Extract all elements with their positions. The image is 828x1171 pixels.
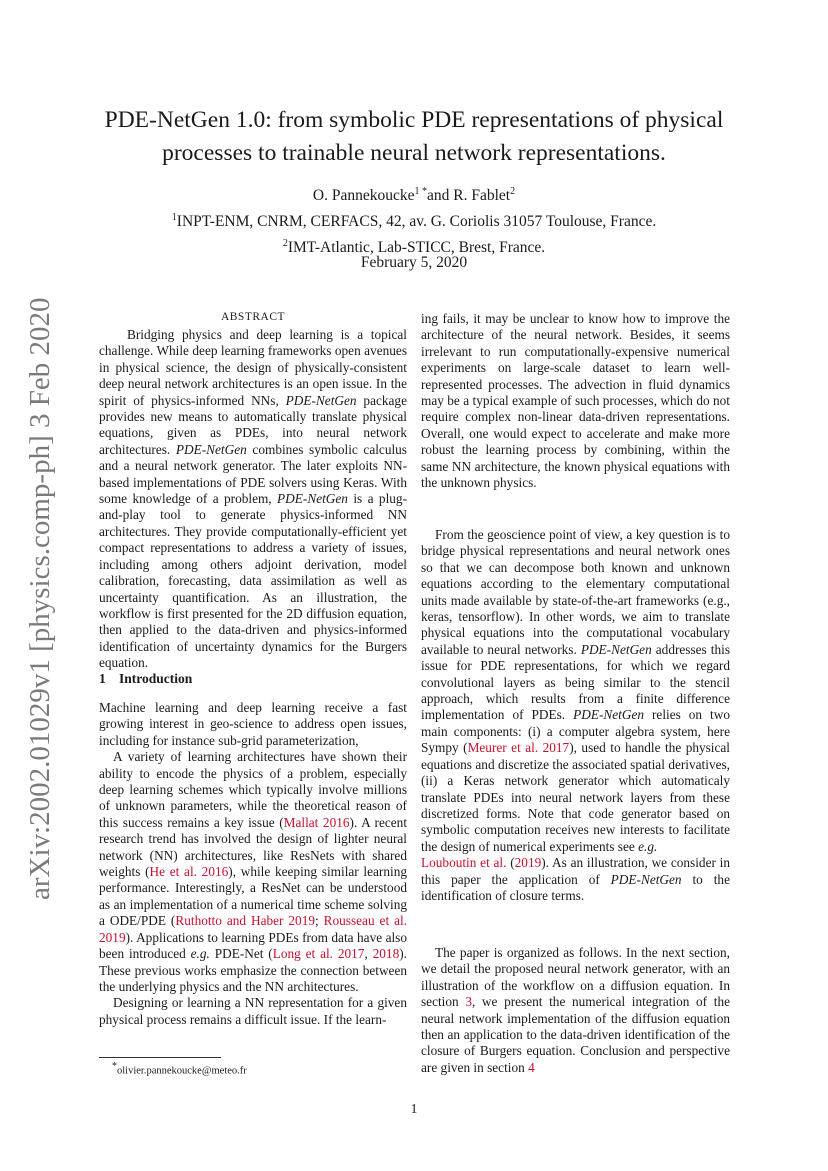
affil-mark: 2 bbox=[510, 186, 516, 197]
package-name: PDE-NetGen bbox=[580, 641, 652, 657]
footnote-mark: * bbox=[112, 1061, 117, 1072]
paper-date: February 5, 2020 bbox=[360, 254, 468, 271]
affiliation-text: INPT-ENM, CNRM, CERFACS, 42, av. G. Coriolis 31057 Toulouse, France. bbox=[176, 213, 657, 231]
text-run: addresses this issue for PDE representations, for which we regard convolutional layers as being similar to the stencil approach, which results from a finite difference implementation of PDEs. bbox=[421, 641, 730, 723]
package-name: PDE-NetGen bbox=[610, 871, 682, 887]
paragraph-text bbox=[421, 945, 730, 1076]
package-name: PDE-NetGen bbox=[277, 491, 348, 507]
text-run: ). A recent research trend has involved the design of lighter neural network (NN) architectures, like ResNets with shared weights ( bbox=[99, 814, 408, 880]
affil-mark: 2 bbox=[282, 238, 288, 250]
citation-link[interactable]: Mallat 2016 bbox=[283, 814, 350, 830]
text-run: relies on two main components: (i) a computer algebra system, here Sympy ( bbox=[421, 707, 731, 756]
text-run: , we present the numerical integration of the neural network implementation of the diffusion equation then an application to the data-driven identification of the closure of Burgers equation. Conclusion and perspective are given in section bbox=[421, 994, 730, 1075]
abstract-heading: ABSTRACT bbox=[220, 311, 286, 323]
text-run: ). Applications to learning PDEs from data have also been introduced bbox=[99, 929, 407, 962]
text-run: A variety of learning architectures have shown their ability to encode the physics of a problem, especially deep learning schemes which typically involve millions of unknown parameters, while the theoretical reason of this success remains a key issue ( bbox=[99, 749, 407, 830]
right-paragraph-1 bbox=[421, 311, 730, 491]
text-run: ). As an illustration, we consider in this paper the application of bbox=[421, 855, 730, 887]
text-run: ), while keeping similar learning performance. Interestingly, a ResNet can be understood as an implementation of a numerical time scheme solving a ODE/PDE ( bbox=[99, 864, 407, 929]
citation-link[interactable]: Long et al. 2017 bbox=[272, 946, 365, 962]
text-run: The paper is organized as follows. In the next section, we detail the proposed neural network generator, with an illustration of the workflow on a diffusion equation. In section bbox=[421, 945, 730, 1010]
text-run: combines symbolic calculus and a neural network generator. The later exploits NN-based implementations of PDE solvers using Keras. With some knowledge of a problem, bbox=[99, 441, 407, 507]
author-2: and R. Fablet bbox=[427, 187, 511, 205]
text-run: ), used to handle the physical equations and discretize the associated spatial derivatives, (ii) a Keras network generator which automaticaly translate PDEs into neural network layers from these discretized forms. Note that code generator based on symbolic computation receives new interests to facilitate the design of numerical experiments see bbox=[421, 740, 731, 854]
text-run: package provides new means to automatically translate physical equations, given as PDEs, into neural network architectures. bbox=[99, 392, 407, 457]
citation-link[interactable]: Louboutin et al. bbox=[421, 855, 507, 871]
intro-paragraph-2 bbox=[99, 749, 407, 995]
footnote-rule bbox=[99, 1057, 221, 1058]
affiliation-1 bbox=[60, 207, 768, 233]
text-run: e.g. bbox=[638, 838, 658, 854]
introduction-body bbox=[99, 700, 407, 1028]
citation-link[interactable]: Rousseau et al. 2019 bbox=[99, 913, 407, 945]
text-run: e.g. bbox=[190, 946, 210, 962]
affil-mark: 1 bbox=[171, 212, 177, 224]
package-name: PDE-NetGen bbox=[285, 392, 357, 408]
page-number: 1 bbox=[410, 1101, 418, 1116]
section-link[interactable]: 4 bbox=[528, 1059, 535, 1075]
title-line-2: processes to trainable neural network representations. bbox=[162, 140, 666, 166]
text-run: to the identification of closure terms. bbox=[421, 871, 730, 903]
citation-link[interactable]: 2019 bbox=[514, 855, 542, 871]
title-line-1: PDE-NetGen 1.0: from symbolic PDE representations of physical bbox=[104, 107, 724, 133]
footnote bbox=[112, 1061, 247, 1077]
citation-link[interactable]: Meurer et al. 2017 bbox=[467, 740, 570, 756]
intro-paragraph-3: Designing or learning a NN representation for a given physical process remains a difficult issue. If the learn- bbox=[99, 995, 407, 1027]
affiliation-text: IMT-Atlantic, Lab-STICC, Brest, France. bbox=[287, 239, 546, 257]
right-paragraph-2 bbox=[421, 527, 730, 904]
section-link[interactable]: 3 bbox=[465, 994, 472, 1010]
text-run: PDE-Net ( bbox=[209, 946, 273, 962]
paper-title bbox=[60, 104, 768, 170]
text-run: is a plug-and-play tool to generate physics-informed NN architectures. They provide computationally-efficient yet compact representations to address a variety of issues, including among others adjoint derivation, model calibration, forecasting, data assimilation as well as uncertainty quantification. As an illustration, the workflow is first presented for the 2D diffusion equation, then applied to the data-driven and physics-informed identification of uncertainty dynamics for the Burgers equation. bbox=[99, 491, 407, 671]
citation-link[interactable]: He et al. 2016 bbox=[149, 864, 229, 880]
package-name: PDE-NetGen bbox=[573, 707, 645, 723]
footnote-mark: * bbox=[419, 186, 427, 197]
arxiv-identifier: arXiv:2002.01029v1 [physics.comp-ph] 3 Feb 2020 bbox=[24, 297, 56, 900]
section-heading-introduction bbox=[99, 671, 192, 687]
text-run: From the geoscience point of view, a key question is to bridge physical representations and neural network ones so that we can decompose both known and unknown equations according to the elementary computational units made available by state-of-the-art frameworks (e.g., keras, tensorflow). In other words, we aim to translate physical equations into the computational vocabulary available to neural networks. bbox=[421, 527, 730, 657]
abstract bbox=[99, 327, 407, 672]
citation-link[interactable]: 2018 bbox=[372, 946, 400, 962]
paragraph-text bbox=[421, 527, 730, 904]
text-run: ). These previous works emphasize the connection between the underlying physics and the NN architectures. bbox=[99, 946, 407, 994]
text-run: ; bbox=[315, 913, 324, 929]
section-number: 1 bbox=[99, 671, 106, 686]
abstract-paragraph bbox=[99, 327, 407, 672]
package-name: PDE-NetGen bbox=[175, 441, 247, 457]
text-run: ( bbox=[506, 855, 515, 871]
affil-mark: 1 bbox=[414, 186, 420, 197]
right-paragraph-3 bbox=[421, 945, 730, 1076]
text-run: , bbox=[364, 946, 373, 962]
text-run: Bridging physics and deep learning is a topical challenge. While deep learning frameworks open avenues in physical science, the design of physically-consistent deep neural network architectures is an open issue. In the spirit of physics-informed NNs, bbox=[99, 327, 407, 408]
footnote-email: olivier.pannekoucke@meteo.fr bbox=[117, 1065, 247, 1077]
citation-link[interactable]: Ruthotto and Haber 2019 bbox=[175, 913, 315, 929]
author-1: O. Pannekoucke bbox=[312, 187, 415, 205]
author-names bbox=[60, 181, 768, 207]
author-block bbox=[60, 181, 768, 259]
intro-paragraph-1: Machine learning and deep learning receive a fast growing interest in geo-science to address open issues, including for instance sub-grid parameterization, bbox=[99, 700, 407, 748]
paragraph-text: ing fails, it may be unclear to know how to improve the architecture of the neural network. Besides, it seems irrelevant to run computationally-expensive numerical experiments on large-scale dataset to learn well-represented processes. The advection in fluid dynamics may be a typical example of such processes, which do not require complex non-linear data-driven representations. Overall, one would expect to accelerate and make more robust the learning process by combining, within the same NN architecture, the known physical equations with the unknown physics. bbox=[421, 311, 730, 491]
section-title: Introduction bbox=[119, 671, 193, 686]
